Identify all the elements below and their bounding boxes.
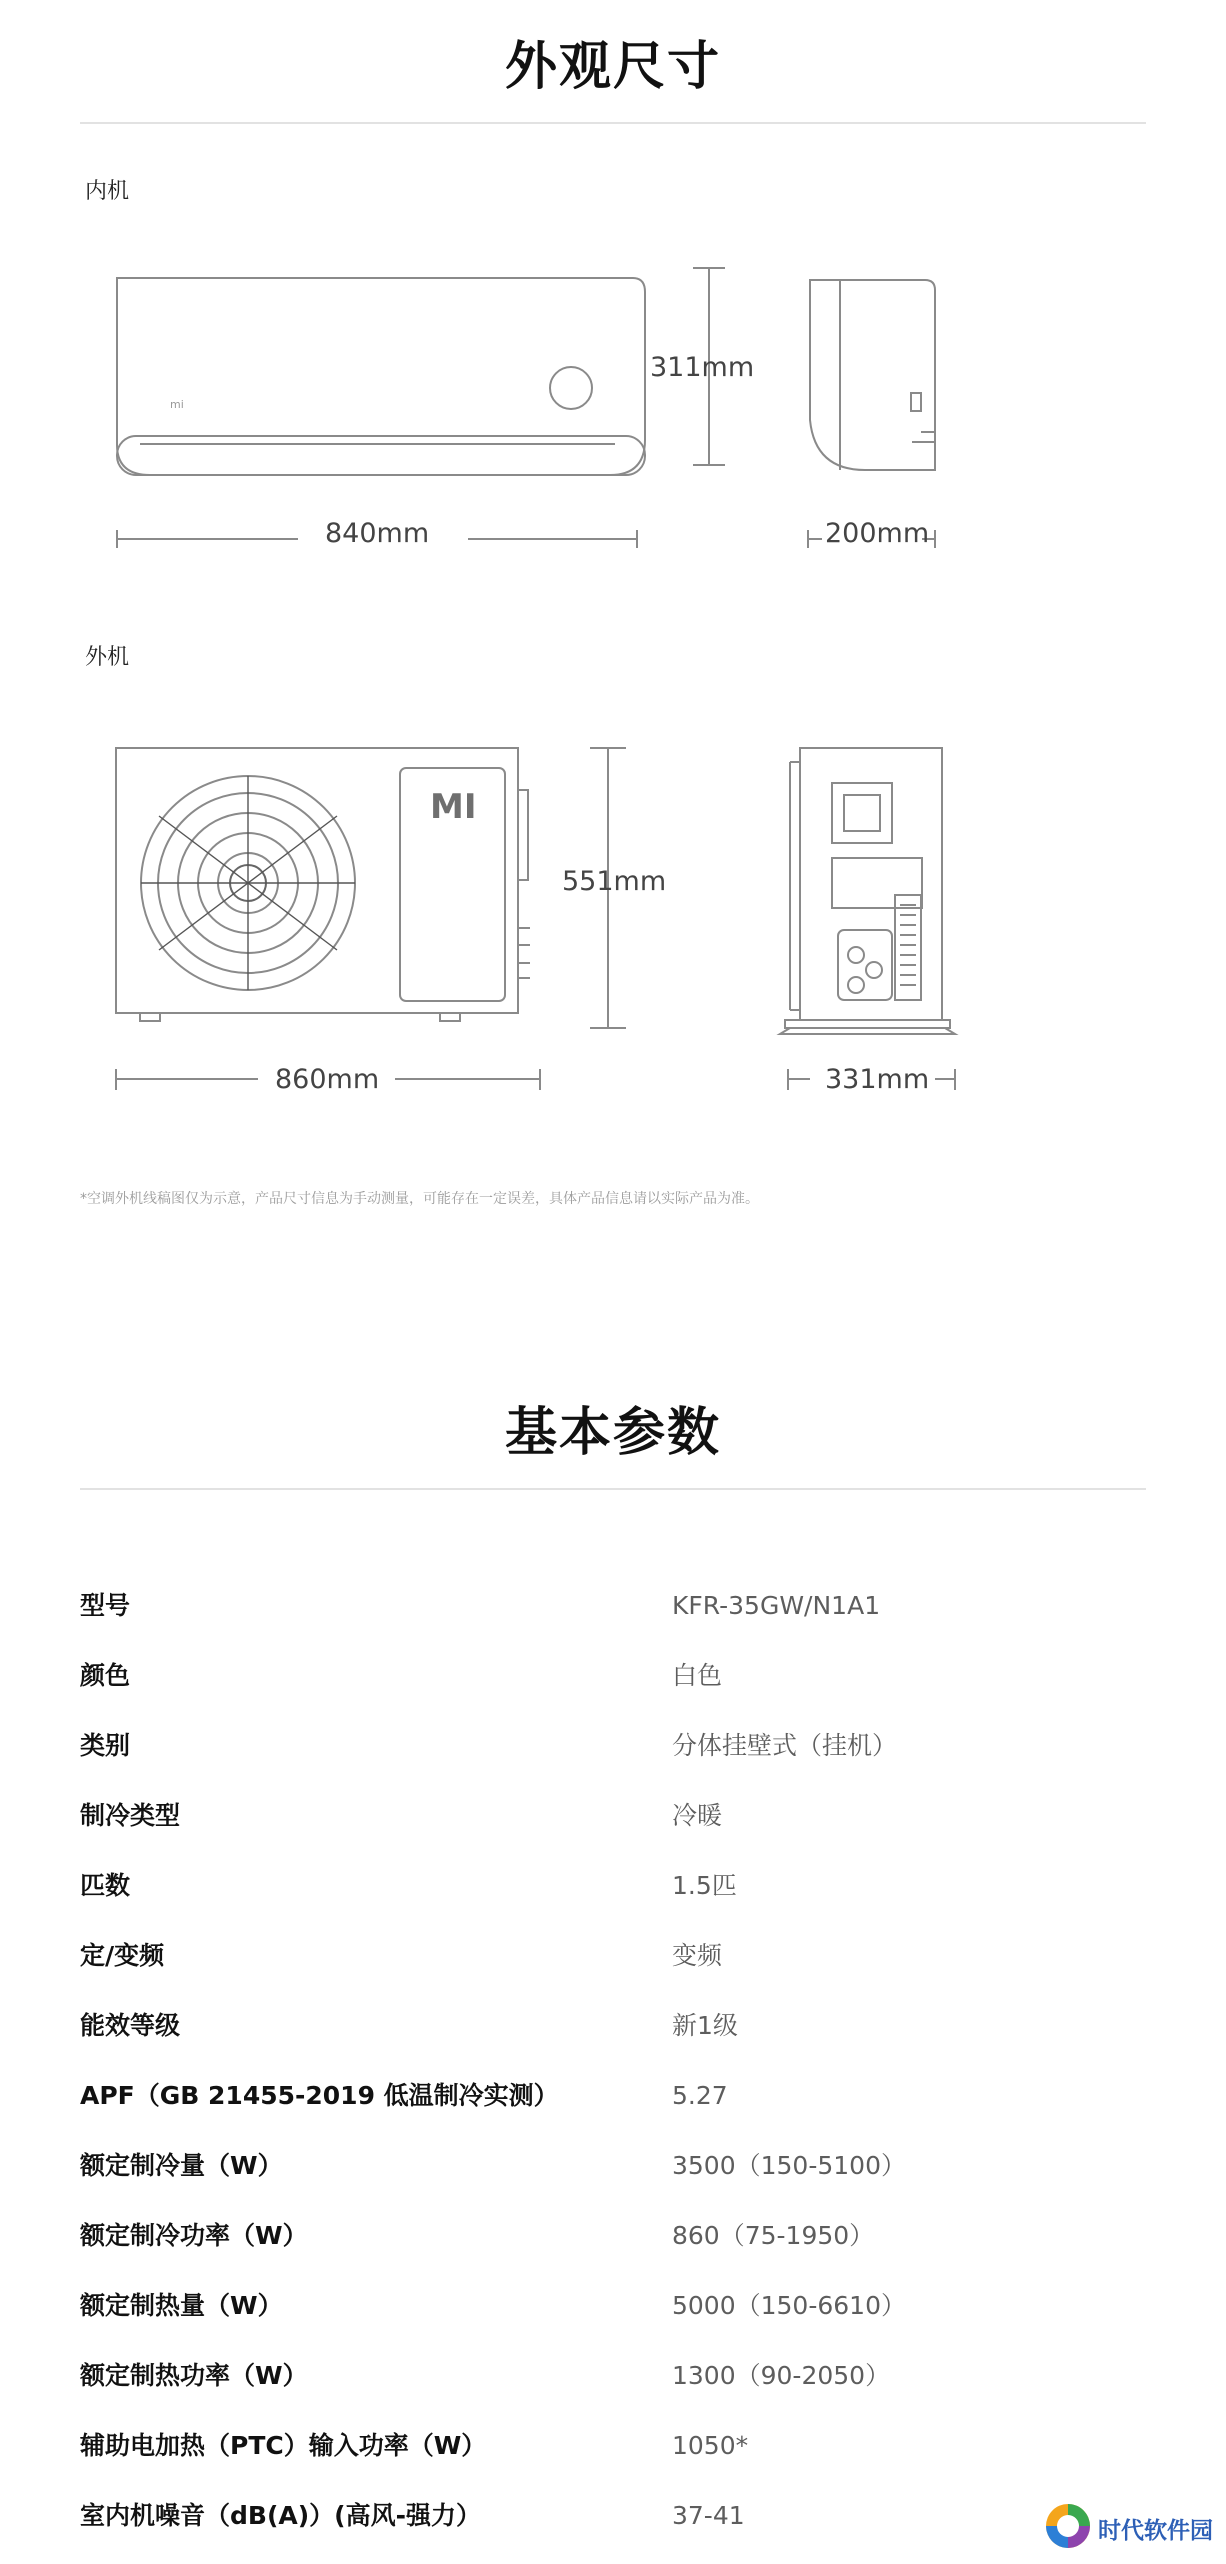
watermark-text: 时代软件园 (1098, 2518, 1213, 2544)
spec-value: 白色 (672, 1661, 723, 1690)
site-logo-icon (1042, 2500, 1094, 2552)
spec-value: 37-41 (672, 2501, 745, 2530)
spec-row (80, 2271, 1146, 2341)
spec-value: 5.27 (672, 2081, 728, 2110)
spec-value: KFR-35GW/N1A1 (672, 1591, 881, 1620)
spec-row (80, 2341, 1146, 2411)
spec-label: 颜色 (80, 1661, 131, 1690)
spec-value: 5000（150-6610） (672, 2291, 906, 2320)
spec-value: 3500（150-5100） (672, 2151, 906, 2180)
spec-label: 型号 (80, 1591, 131, 1620)
spec-label: 辅助电加热（PTC）输入功率（W） (80, 2431, 487, 2460)
spec-label: 额定制冷功率（W） (80, 2221, 308, 2250)
spec-label: 能效等级 (80, 2011, 181, 2040)
outdoor-width-label: 860mm (275, 1064, 380, 1095)
indoor-depth-label: 200mm (825, 518, 930, 549)
outdoor-logo: MI (430, 787, 477, 827)
outdoor-depth-label: 331mm (825, 1064, 930, 1095)
spec-row (80, 2131, 1146, 2201)
spec-row (80, 2411, 1146, 2481)
spec-value: 分体挂壁式（挂机） (672, 1731, 898, 1760)
spec-value: 变频 (672, 1941, 723, 1970)
spec-value: 新1级 (672, 2011, 738, 2040)
spec-label: 额定制热功率（W） (80, 2361, 308, 2390)
spec-label: 定/变频 (80, 1941, 165, 1970)
spec-row (80, 1921, 1146, 1991)
indoor-logo: mi (170, 398, 184, 411)
appearance-title: 外观尺寸 (504, 37, 721, 97)
indoor-unit-label: 内机 (85, 179, 130, 204)
spec-row (80, 2201, 1146, 2271)
outdoor-side-diagram (0, 730, 1226, 1100)
specs-title: 基本参数 (504, 1403, 721, 1463)
spec-row (80, 1571, 1146, 1641)
spec-label: 额定制热量（W） (80, 2291, 283, 2320)
spec-label: 类别 (80, 1731, 131, 1760)
spec-value: 1.5匹 (672, 1871, 737, 1900)
spec-label: 室内机噪音（dB(A)）(高风-强力） (80, 2501, 481, 2530)
appearance-divider (80, 122, 1146, 124)
outdoor-height-label: 551mm (562, 866, 667, 897)
spec-row (80, 2061, 1146, 2131)
spec-label: APF（GB 21455-2019 低温制冷实测） (80, 2081, 559, 2110)
indoor-side-diagram (0, 260, 1226, 560)
spec-row (80, 2481, 1146, 2551)
spec-row (80, 1851, 1146, 1921)
spec-value: 冷暖 (672, 1801, 723, 1830)
spec-row (80, 1641, 1146, 1711)
spec-value: 1300（90-2050） (672, 2361, 891, 2390)
spec-label: 制冷类型 (80, 1801, 181, 1830)
spec-label: 匹数 (80, 1871, 131, 1900)
spec-row (80, 1781, 1146, 1851)
spec-value: 1050* (672, 2431, 749, 2460)
indoor-width-label: 840mm (325, 518, 430, 549)
site-watermark (1040, 2494, 1226, 2560)
spec-value: 860（75-1950） (672, 2221, 875, 2250)
specs-divider (80, 1488, 1146, 1490)
spec-row (80, 1991, 1146, 2061)
spec-row (80, 1711, 1146, 1781)
outdoor-unit-label: 外机 (85, 645, 130, 670)
indoor-height-label: 311mm (650, 352, 755, 383)
spec-label: 额定制冷量（W） (80, 2151, 283, 2180)
diagram-disclaimer: *空调外机线稿图仅为示意，产品尺寸信息为手动测量，可能存在一定误差，具体产品信息请以实际产品为准。 (80, 1191, 759, 1207)
